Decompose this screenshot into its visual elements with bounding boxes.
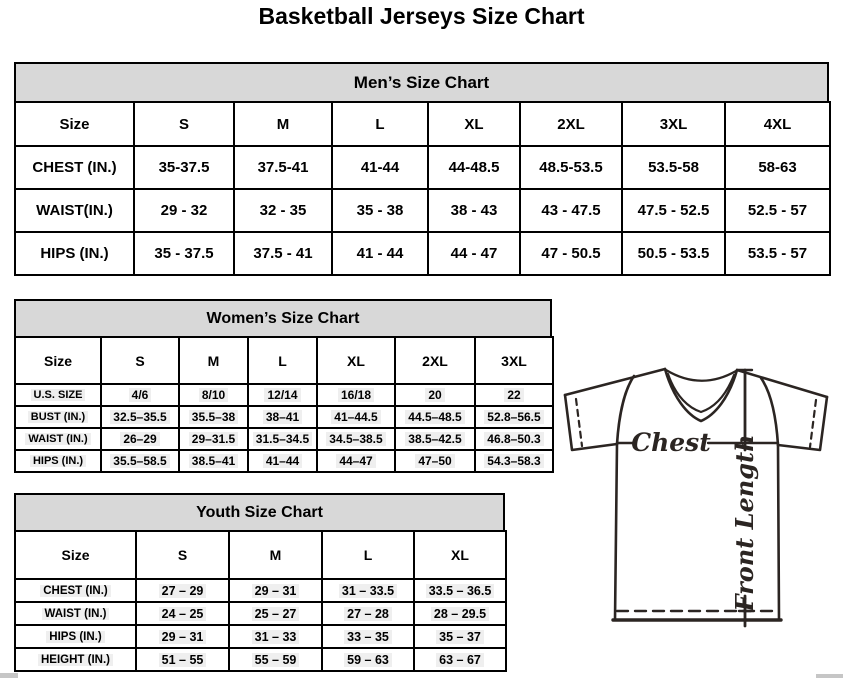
table-cell [134,232,234,275]
cell-value: 38.5–41 [189,454,238,468]
cell-value: 50.5 - 53.5 [637,245,710,262]
cell-value: 46.8–50.3 [484,432,543,446]
table-cell [414,625,506,648]
cell-value: 44 - 47 [450,245,498,262]
cell-value: 48.5-53.5 [539,159,603,176]
table-cell [475,450,553,472]
youth-size-chart [14,493,505,672]
table-cell [248,384,317,406]
table-cell [179,406,248,428]
cell-value: 34.5–38.5 [326,432,385,446]
table-cell [248,406,317,428]
cell-value: 37.5 - 41 [253,245,313,262]
cell-value: 53.5-58 [648,159,699,176]
row-label-text: U.S. SIZE [31,389,86,401]
cell-value: 29 – 31 [159,630,207,644]
row-label-text: HIPS (IN.) [40,245,109,262]
jersey-shoulder-right-line [737,370,827,397]
table-cell [234,189,332,232]
cell-value: 12/14 [264,388,300,402]
table-cell [414,648,506,671]
jersey-body-left-side [615,444,617,620]
cell-value: 29 - 32 [160,202,208,219]
cell-value: 53.5 - 57 [747,245,808,262]
table-cell [179,450,248,472]
table-row [15,648,506,671]
table-cell [248,428,317,450]
cell-value: 55 – 59 [252,653,300,667]
cell-value: 31 – 33.5 [339,584,397,598]
row-label [15,579,136,602]
front-length-label: Front Length [730,434,759,612]
cell-value: 35 - 37.5 [154,245,214,262]
table-row [15,450,553,472]
table-cell [234,146,332,189]
cell-value: 41-44 [360,159,400,176]
cell-value: 32 - 35 [259,202,307,219]
mens-size-table [14,101,831,276]
size-header-cell: 3XL [622,102,725,146]
cell-value: 52.8–56.5 [484,410,543,424]
table-cell [395,384,475,406]
table-cell [428,189,520,232]
size-header-row [15,102,830,146]
row-label-text: HIPS (IN.) [30,455,86,467]
size-header-cell: XL [428,102,520,146]
table-row [15,384,553,406]
table-cell [248,450,317,472]
womens-size-chart [14,299,552,473]
table-row [15,232,830,275]
row-label-text: WAIST(IN.) [36,202,113,219]
table-cell [414,602,506,625]
table-row [15,189,830,232]
table-row [15,602,506,625]
table-cell [332,146,428,189]
size-header-row [15,337,553,384]
table-cell [332,189,428,232]
womens-chart-title: Women’s Size Chart [14,299,552,338]
page-title: Basketball Jerseys Size Chart [258,3,585,29]
row-label [15,189,134,232]
size-header-cell: 2XL [520,102,622,146]
row-label-text: WAIST (IN.) [25,433,90,445]
row-label [15,406,101,428]
row-label-text: CHEST (IN.) [32,159,117,176]
cell-value: 35.5–58.5 [110,454,169,468]
table-cell [317,428,395,450]
cell-value: 44-48.5 [448,159,500,176]
table-row [15,146,830,189]
size-header-cell: 3XL [475,337,553,384]
row-label [15,648,136,671]
table-cell [317,406,395,428]
cell-value: 33 – 35 [344,630,392,644]
cell-value: 24 – 25 [159,607,207,621]
size-header-cell: L [332,102,428,146]
jersey-measurement-diagram [555,353,843,649]
row-label [15,232,134,275]
table-cell [622,189,725,232]
cell-value: 51 – 55 [159,653,207,667]
table-row [15,406,553,428]
row-label [15,602,136,625]
size-column-label: Size [15,102,134,146]
jersey-sleeve-right-seam [761,378,778,445]
table-cell [475,406,553,428]
jersey-sleeve-right-outline [778,397,827,450]
size-column-label: Size [15,531,136,579]
jersey-sleeve-left-outline [565,395,617,450]
table-cell [229,625,322,648]
table-cell [725,232,830,275]
table-cell [179,384,248,406]
size-header-cell: XL [317,337,395,384]
row-label-text: CHEST (IN.) [40,585,111,597]
table-cell [136,648,229,671]
jersey-collar-arc-1 [666,370,736,381]
table-cell [332,232,428,275]
table-cell [229,602,322,625]
cell-value: 37.5-41 [257,159,309,176]
cell-value: 4/6 [129,388,152,402]
table-row [15,428,553,450]
table-cell [136,625,229,648]
cell-value: 25 – 27 [252,607,300,621]
cell-value: 44–47 [336,454,375,468]
row-label-text: HIPS (IN.) [46,631,104,643]
table-cell [520,146,622,189]
table-cell [428,232,520,275]
table-cell [136,602,229,625]
cell-value: 58-63 [758,159,797,176]
size-header-cell: L [322,531,414,579]
table-cell [101,428,179,450]
chest-label: Chest [631,428,711,457]
table-cell [234,232,332,275]
cell-value: 38.5–42.5 [405,432,464,446]
cell-value: 41 - 44 [356,245,404,262]
table-cell [229,579,322,602]
cell-value: 27 – 29 [159,584,207,598]
table-cell [428,146,520,189]
size-header-cell: 2XL [395,337,475,384]
cell-value: 16/18 [338,388,374,402]
row-label [15,625,136,648]
table-cell [725,146,830,189]
row-label-text: WAIST (IN.) [42,608,110,620]
table-cell [134,189,234,232]
table-cell [520,232,622,275]
size-header-row [15,531,506,579]
table-cell [520,189,622,232]
youth-size-table [14,530,507,672]
cell-value: 29 – 31 [252,584,300,598]
cell-value: 38–41 [263,410,302,424]
size-column-label: Size [15,337,101,384]
table-cell [229,648,322,671]
jersey-shoulder-left-line [565,369,665,395]
cell-value: 63 – 67 [436,653,484,667]
cell-value: 32.5–35.5 [110,410,169,424]
table-cell [622,232,725,275]
size-header-cell: 4XL [725,102,830,146]
table-cell [134,146,234,189]
table-cell [179,428,248,450]
jersey-body-right-side [778,445,779,620]
row-label-text: BUST (IN.) [28,411,88,423]
cell-value: 52.5 - 57 [747,202,808,219]
row-label [15,384,101,406]
size-header-cell: M [229,531,322,579]
cell-value: 20 [425,388,444,402]
cell-value: 22 [504,388,523,402]
mens-chart-title: Men’s Size Chart [14,62,829,103]
table-cell [322,579,414,602]
size-header-cell: M [179,337,248,384]
cell-value: 38 - 43 [450,202,498,219]
cell-value: 35-37.5 [158,159,210,176]
cell-value: 43 - 47.5 [541,202,601,219]
table-cell [101,406,179,428]
table-cell [317,384,395,406]
cell-value: 41–44 [263,454,302,468]
table-cell [475,428,553,450]
row-label [15,428,101,450]
table-cell [725,189,830,232]
row-label-text: HEIGHT (IN.) [38,654,113,666]
cell-value: 27 – 28 [344,607,392,621]
cell-value: 35 – 37 [436,630,484,644]
table-row [15,625,506,648]
cell-value: 59 – 63 [344,653,392,667]
horizontal-scrollbar-right[interactable] [816,674,843,678]
table-cell [395,450,475,472]
cell-value: 29–31.5 [189,432,238,446]
cell-value: 26–29 [120,432,159,446]
table-cell [136,579,229,602]
jersey-cuff-right-dashed [810,400,816,447]
cell-value: 47–50 [415,454,454,468]
cell-value: 28 – 29.5 [431,607,489,621]
table-cell [395,428,475,450]
mens-size-chart [14,62,829,276]
cell-value: 31 – 33 [252,630,300,644]
table-cell [101,384,179,406]
size-header-cell: XL [414,531,506,579]
row-label [15,450,101,472]
table-cell [395,406,475,428]
table-cell [322,625,414,648]
cell-value: 44.5–48.5 [405,410,464,424]
horizontal-scrollbar-left[interactable] [0,673,18,678]
cell-value: 8/10 [199,388,228,402]
table-cell [322,648,414,671]
jersey-cuff-left-dashed [576,399,582,446]
cell-value: 33.5 – 36.5 [426,584,495,598]
table-cell [322,602,414,625]
size-header-cell: M [234,102,332,146]
youth-chart-title: Youth Size Chart [14,493,505,532]
table-row [15,579,506,602]
table-cell [622,146,725,189]
cell-value: 47 - 50.5 [541,245,601,262]
size-header-cell: S [134,102,234,146]
table-cell [475,384,553,406]
size-header-cell: S [101,337,179,384]
table-cell [317,450,395,472]
cell-value: 41–44.5 [331,410,380,424]
cell-value: 54.3–58.3 [484,454,543,468]
table-cell [101,450,179,472]
cell-value: 47.5 - 52.5 [637,202,710,219]
size-header-cell: S [136,531,229,579]
table-cell [414,579,506,602]
cell-value: 35 - 38 [356,202,404,219]
womens-size-table [14,336,554,473]
row-label [15,146,134,189]
cell-value: 31.5–34.5 [253,432,312,446]
size-header-cell: L [248,337,317,384]
cell-value: 35.5–38 [189,410,238,424]
